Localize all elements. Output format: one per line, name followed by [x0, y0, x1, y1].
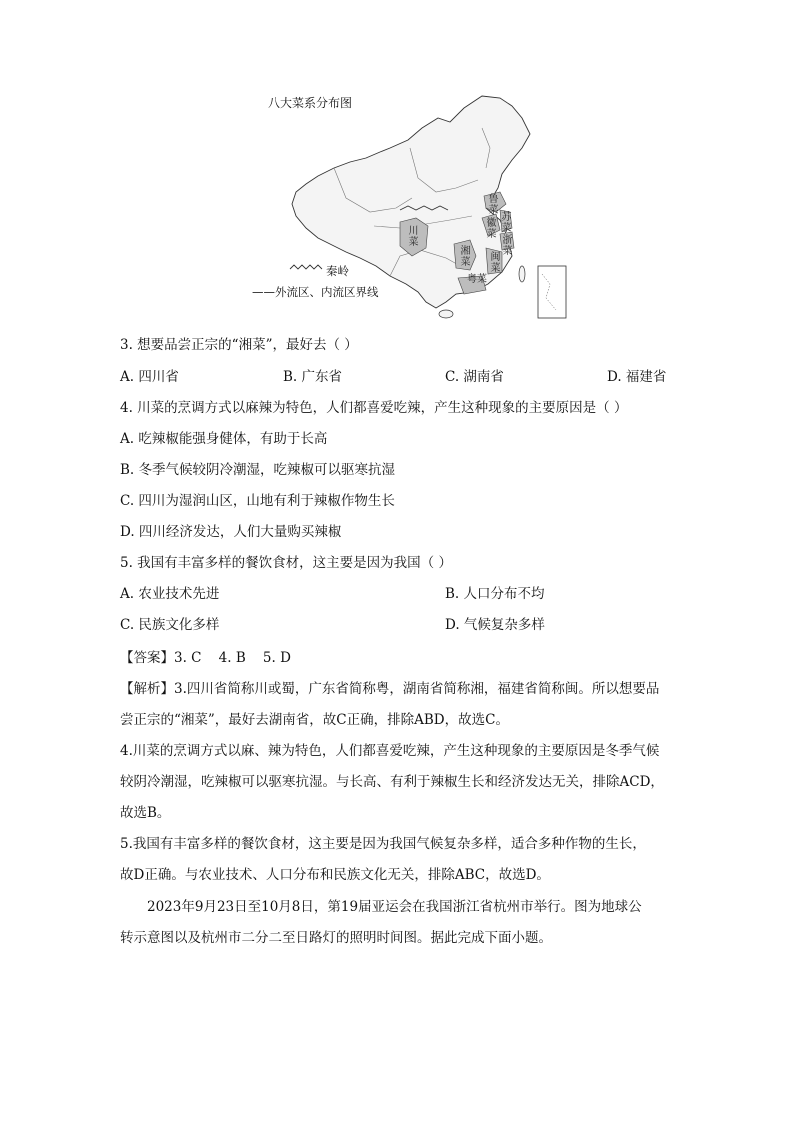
answer-line: 【答案】3. C 4. B 5. D: [120, 650, 291, 666]
label-zhe: 浙菜: [502, 235, 513, 257]
label-yue: 粤菜: [467, 274, 487, 285]
south-sea-inset: [538, 266, 566, 318]
q4-stem: 4. 川菜的烹调方式以麻辣为特色，人们都喜爱吃辣，产生这种现象的主要原因是（ ）: [120, 400, 628, 416]
q4-option-a: A. 吃辣椒能强身健体，有助于长高: [120, 431, 328, 447]
q4-option-c: C. 四川为湿润山区，山地有利于辣椒作物生长: [120, 493, 395, 509]
label-xiang: 湘菜: [460, 246, 471, 268]
q3-option-c: C. 湖南省: [445, 369, 504, 385]
analysis-line-3: 4.川菜的烹调方式以麻、辣为特色，人们都喜爱吃辣，产生这种现象的主要原因是冬季气候: [120, 743, 660, 759]
label-chuan: 川菜: [408, 226, 419, 248]
analysis-line-4: 较阴冷潮湿，吃辣椒可以驱寒抗湿。与长高、有利于辣椒生长和经济发达无关，排除ACD，: [120, 774, 664, 790]
legend-boundary-label: ——外流区、内流区界线: [252, 285, 379, 299]
analysis-line-5: 故选B。: [120, 805, 171, 821]
q3-stem: 3. 想要品尝正宗的“湘菜”，最好去（ ）: [120, 337, 358, 353]
analysis-line-6: 5.我国有丰富多样的餐饮食材，这主要是因为我国气候复杂多样，适合多种作物的生长，: [120, 836, 646, 852]
q5-option-d: D. 气候复杂多样: [445, 617, 545, 633]
analysis-line-7: 故D正确。与农业技术、人口分布和民族文化无关，排除ABC，故选D。: [120, 867, 550, 883]
q5-option-a: A. 农业技术先进: [120, 586, 220, 602]
label-hui: 徽菜: [486, 218, 497, 240]
taiwan-island: [519, 266, 525, 282]
intro-line-2: 转示意图以及杭州市二分二至日路灯的照明时间图。据此完成下面小题。: [120, 930, 552, 946]
q5-option-c: C. 民族文化多样: [120, 617, 220, 633]
analysis-line-2: 尝正宗的“湘菜”，最好去湖南省，故C正确，排除ABD，故选C。: [120, 712, 509, 728]
q5-option-b: B. 人口分布不均: [445, 586, 545, 602]
label-min: 闽菜: [490, 252, 501, 274]
map-title: 八大菜系分布图: [268, 96, 353, 110]
cuisine-distribution-map: [250, 88, 580, 326]
q3-option-a: A. 四川省: [120, 369, 179, 385]
legend-qinling-label: 秦岭: [326, 264, 349, 278]
intro-line-1: 2023年9月23日至10月8日，第19届亚运会在我国浙江省杭州市举行。图为地球公: [147, 899, 642, 915]
q3-option-b: B. 广东省: [283, 369, 343, 385]
q5-stem: 5. 我国有丰富多样的餐饮食材，这主要是因为我国（ ）: [120, 555, 452, 571]
legend-qinling-symbol: [290, 265, 322, 269]
analysis-line-1: 【解析】3.四川省简称川或蜀，广东省简称粤，湖南省简称湘，福建省简称闽。所以想要品: [120, 681, 660, 697]
label-su: 苏菜: [501, 212, 512, 234]
q4-option-b: B. 冬季气候较阴冷潮湿，吃辣椒可以驱寒抗湿: [120, 462, 396, 478]
label-lu: 鲁菜: [488, 194, 499, 216]
q4-option-d: D. 四川经济发达，人们大量购买辣椒: [120, 524, 342, 540]
q3-option-d: D. 福建省: [607, 369, 667, 385]
hainan-island: [439, 310, 453, 318]
